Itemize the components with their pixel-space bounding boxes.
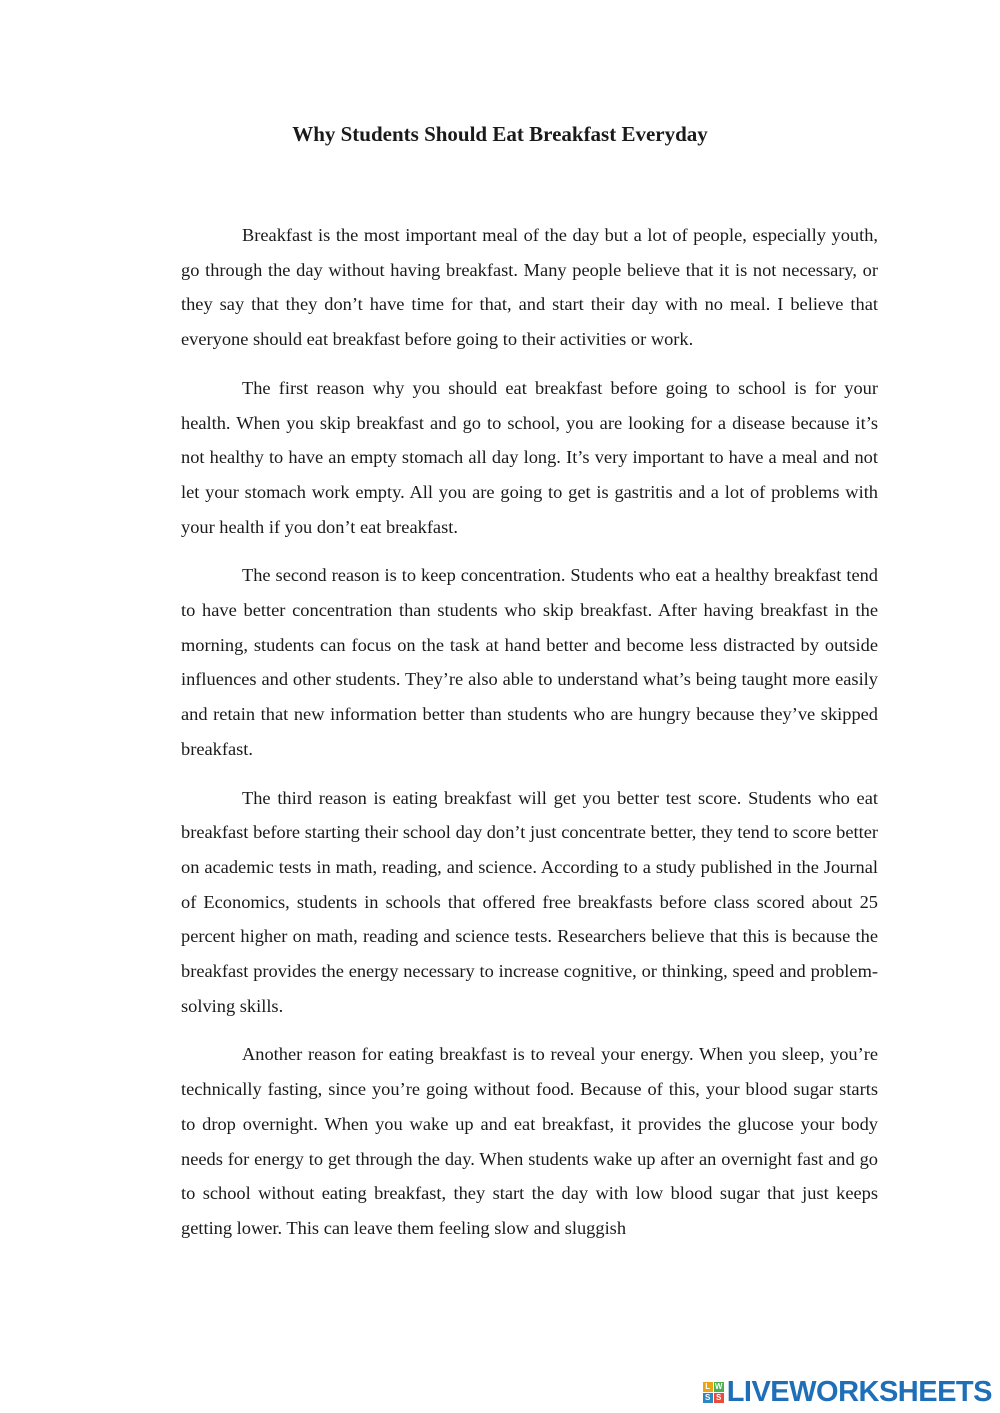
essay-body <box>181 218 878 1260</box>
logo-mark-cell: L <box>703 1382 713 1392</box>
logo-mark-cell: S <box>714 1393 724 1403</box>
liveworksheets-logo[interactable] <box>703 1376 992 1408</box>
logo-mark-cell: S <box>703 1393 713 1403</box>
logo-text: LIVEWORKSHEETS <box>726 1375 992 1408</box>
page-title: Why Students Should Eat Breakfast Everyday <box>292 122 708 146</box>
paragraph-test-score: The third reason is eating breakfast will get you better test score. Students who eat breakfast before starting their school day don’t just concentrate better, they tend to score better on academic tests in math, reading, and science. According to a study published in the Journal of Economics, students in schools that offered free breakfasts before class scored about 25 percent higher on math, reading and science tests. Researchers believe that this is because the breakfast provides the energy necessary to increase cognitive, or thinking, speed and problem-solving skills. <box>181 787 878 1016</box>
paragraph-energy: Another reason for eating breakfast is to reveal your energy. When you sleep, you’re technically fasting, since you’re going without food. Because of this, your blood sugar starts to drop overnight. When you wake up and eat breakfast, it provides the glucose your body needs for energy to get through the day. When students wake up after an overnight fast and go to school without eating breakfast, they start the day with low blood sugar that just keeps getting lower. This can leave them feeling slow and sluggish <box>181 1044 878 1238</box>
paragraph-concentration: The second reason is to keep concentration. Students who eat a healthy breakfast tend to have better concentration than students who skip breakfast. After having breakfast in the morning, students can focus on the task at hand better and become less distracted by outside influences and other students. They’re also able to understand what’s being taught more easily and retain that new information better than students who are hungry because they’ve skipped breakfast. <box>181 565 878 759</box>
paragraph-health: The first reason why you should eat breakfast before going to school is for your health. When you skip breakfast and go to school, you are looking for a disease because it’s not healthy to have an empty stomach all day long. It’s very important to have a meal and not let your stomach work empty. All you are going to get is gastritis and a lot of problems with your health if you don’t eat breakfast. <box>181 377 878 537</box>
logo-mark-cell: W <box>714 1381 723 1391</box>
logo-mark-icon <box>703 1382 724 1403</box>
paragraph-intro: Breakfast is the most important meal of the day but a lot of people, especially youth, go through the day without having breakfast. Many people believe that it is not necessary, or they say that they don’t have time for that, and start their day with no meal. I believe that everyone should eat breakfast before going to their activities or work. <box>181 225 878 350</box>
